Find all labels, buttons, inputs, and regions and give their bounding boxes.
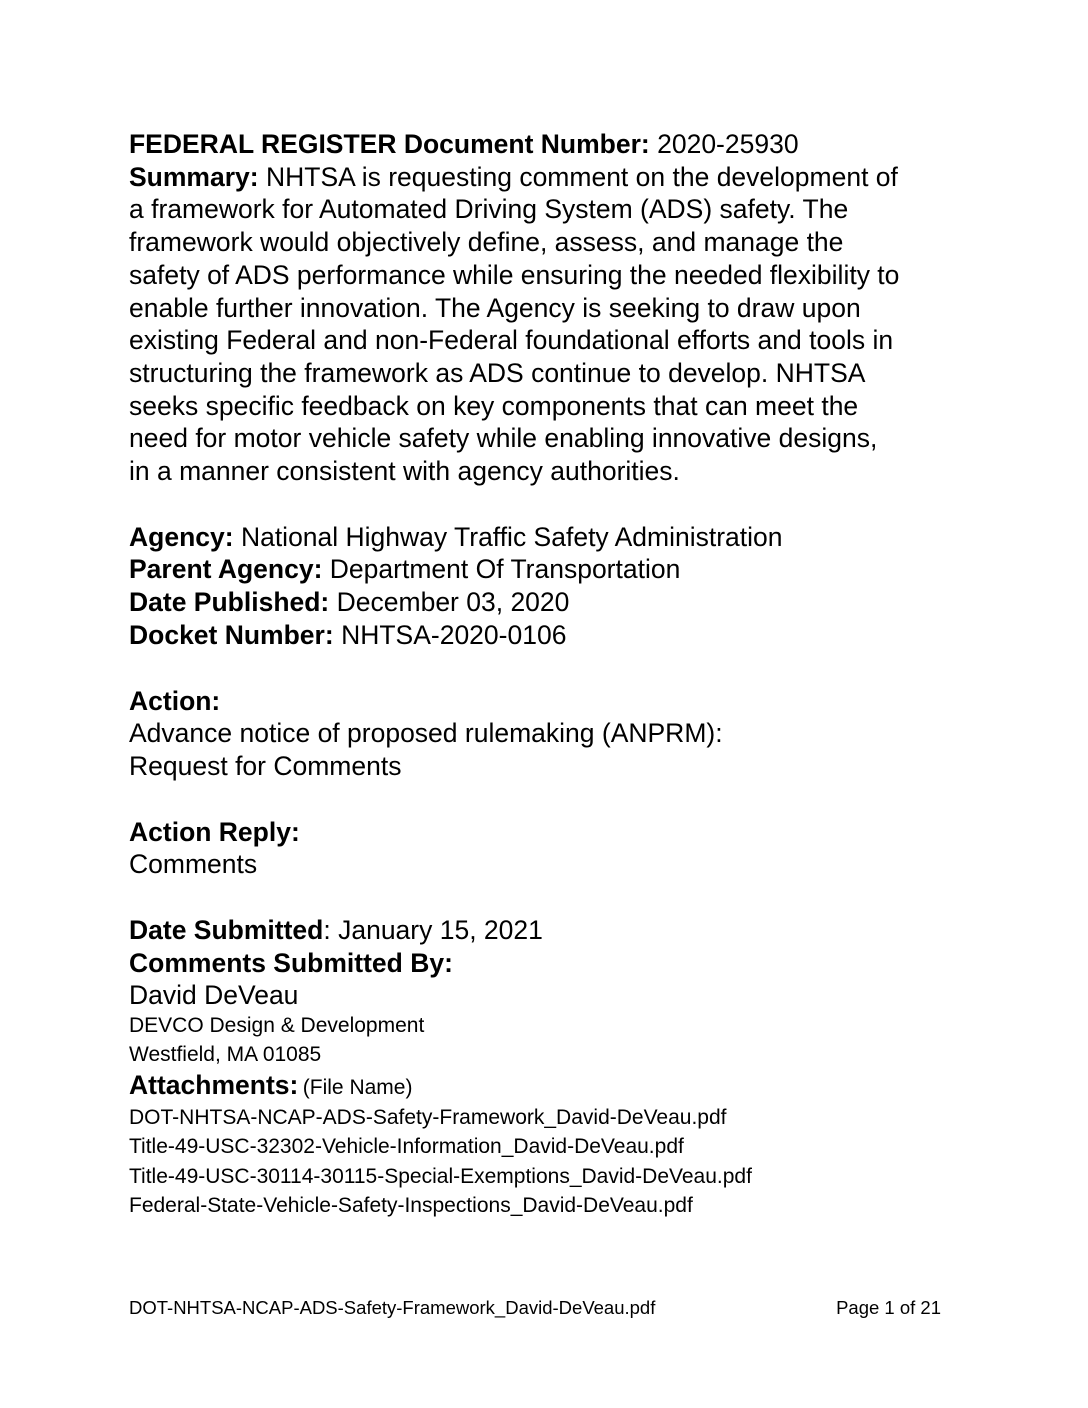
action-label: Action:: [129, 685, 221, 716]
submission-section: [129, 914, 969, 1221]
summary-line: enable further innovation. The Agency is seeking to draw upon: [129, 292, 861, 323]
submitted-by-line: Comments Submitted By:: [129, 947, 453, 978]
spacer: [129, 488, 969, 521]
action-section: [129, 685, 969, 783]
doc-number-label: FEDERAL REGISTER Document Number:: [129, 129, 650, 159]
doc-number-value: 2020-25930: [657, 129, 799, 159]
attachment-item: Title-49-USC-30114-30115-Special-Exemptions_David-DeVeau.pdf: [129, 1164, 752, 1188]
submitted-by-label: Comments Submitted By: [129, 947, 445, 978]
summary-line: existing Federal and non-Federal foundational efforts and tools in: [129, 325, 894, 356]
docket-value: NHTSA-2020-0106: [341, 619, 567, 650]
summary-line-first: [129, 161, 969, 194]
date-published-label: Date Published:: [129, 587, 330, 618]
date-submitted-value: January 15, 2021: [338, 915, 543, 946]
attachment-item: Title-49-USC-32302-Vehicle-Information_David-DeVeau.pdf: [129, 1135, 684, 1159]
attachment-item: DOT-NHTSA-NCAP-ADS-Safety-Framework_David-DeVeau.pdf: [129, 1105, 727, 1129]
summary-line: need for motor vehicle safety while enabling innovative designs,: [129, 423, 878, 454]
summary-line: structuring the framework as ADS continue to develop. NHTSA: [129, 357, 866, 388]
doc-number-line: [129, 128, 969, 161]
parent-agency-label: Parent Agency:: [129, 554, 323, 585]
action-line-1: Advance notice of proposed rulemaking (ANPRM):: [129, 718, 723, 749]
submitter-name: David DeVeau: [129, 980, 299, 1011]
action-reply-value: Comments: [129, 849, 258, 880]
date-submitted-line: Date Submitted: January 15, 2021: [129, 915, 543, 946]
attachments-note: (File Name): [302, 1076, 413, 1100]
date-submitted-label: Date Submitted: [129, 915, 324, 946]
agency-value: National Highway Traffic Safety Administration: [240, 521, 783, 552]
submitter-company: DEVCO Design & Development: [129, 1014, 425, 1038]
agency-line: [129, 521, 969, 554]
submitter-location: Westfield, MA 01085: [129, 1042, 322, 1066]
footer-page-number: Page 1 of 21: [836, 1297, 941, 1318]
attachment-item: Federal-State-Vehicle-Safety-Inspections_David-DeVeau.pdf: [129, 1194, 693, 1218]
summary-line: framework would objectively define, assess, and manage the: [129, 227, 844, 258]
summary-line: safety of ADS performance while ensuring the needed flexibility to: [129, 259, 900, 290]
action-reply-label: Action Reply:: [129, 816, 300, 847]
docket-line: [129, 619, 969, 652]
agency-details: [129, 521, 969, 652]
parent-agency-value: Department Of Transportation: [329, 554, 681, 585]
spacer: [129, 783, 969, 816]
spacer: [129, 881, 969, 914]
agency-label: Agency:: [129, 521, 234, 552]
action-line-2: Request for Comments: [129, 750, 402, 781]
summary-first-line: NHTSA is requesting comment on the development of: [265, 161, 898, 192]
action-reply-section: [129, 816, 969, 881]
summary-line: in a manner consistent with agency authorities.: [129, 456, 680, 487]
date-published-value: December 03, 2020: [336, 587, 570, 618]
document-body: [129, 128, 969, 1221]
summary-label: Summary:: [129, 161, 259, 192]
spacer: [129, 652, 969, 685]
attachments-label: Attachments:: [129, 1070, 299, 1101]
parent-agency-line: [129, 553, 969, 586]
summary-section: [129, 161, 969, 488]
summary-line: seeks specific feedback on key components that can meet the: [129, 390, 859, 421]
summary-line: a framework for Automated Driving System (ADS) safety. The: [129, 194, 849, 225]
docket-label: Docket Number:: [129, 619, 334, 650]
attachments-header: [129, 1069, 969, 1103]
date-published-line: [129, 586, 969, 619]
footer-filename: DOT-NHTSA-NCAP-ADS-Safety-Framework_David-DeVeau.pdf: [129, 1297, 656, 1318]
